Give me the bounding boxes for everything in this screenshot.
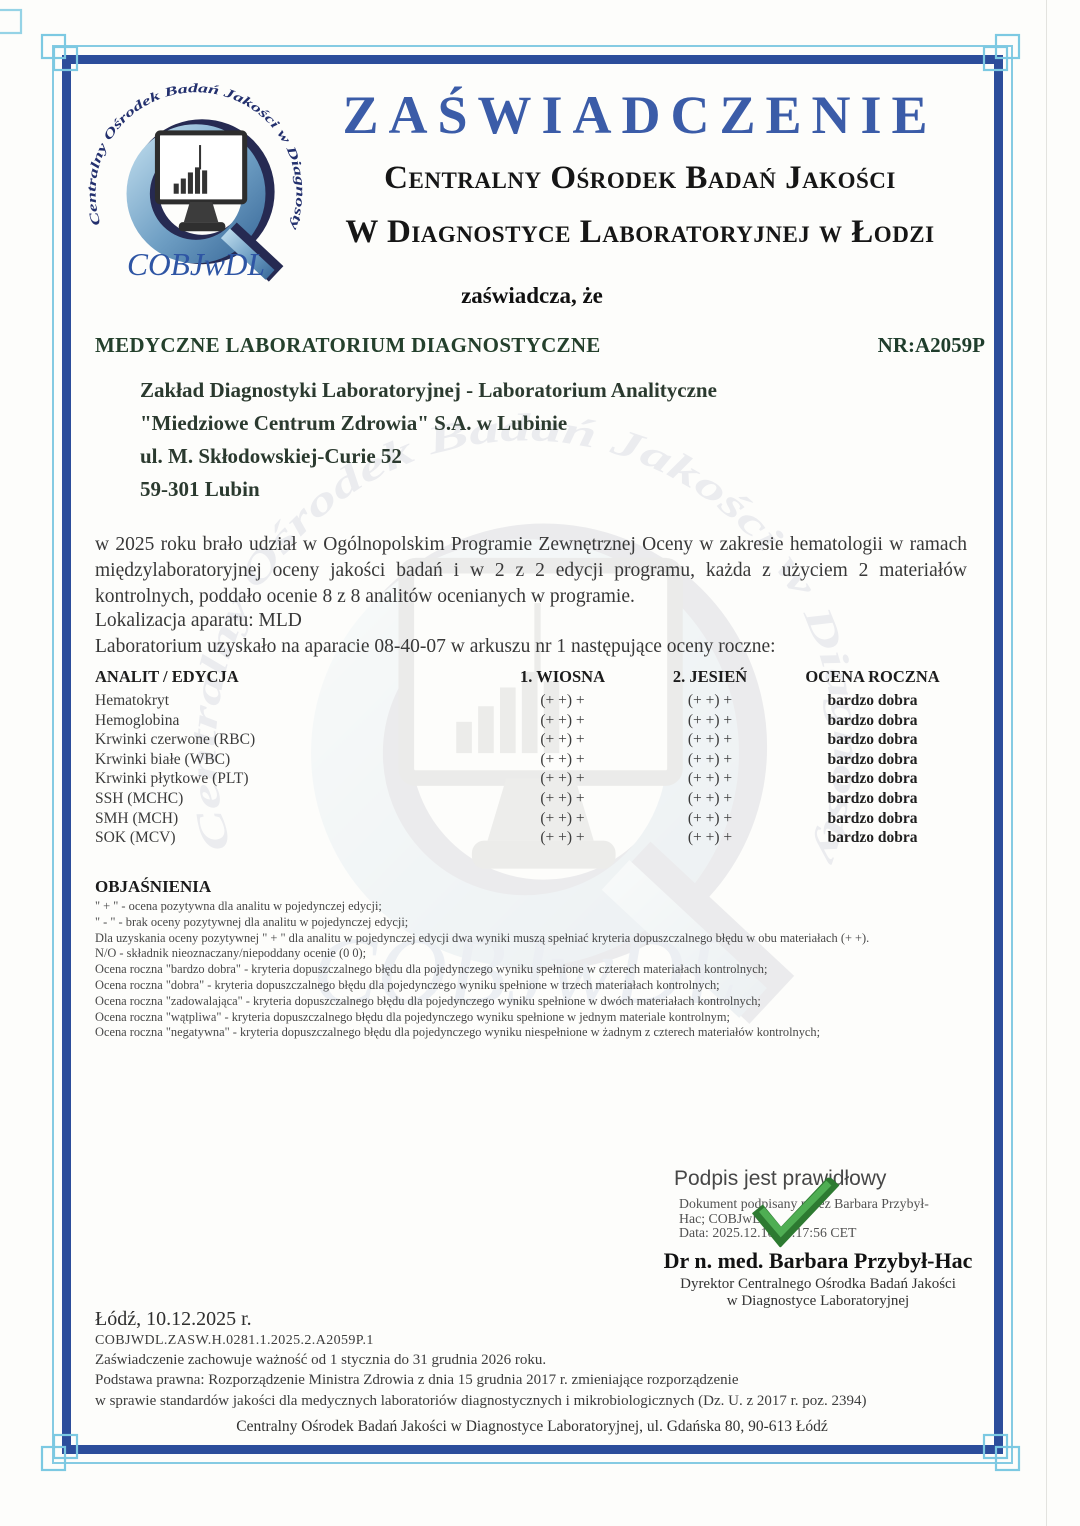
spring-score: (+ +) +: [540, 789, 585, 807]
org-name-line1: Centralny Ośrodek Badań Jakości: [384, 160, 896, 196]
header-spring: 1. WIOSNA: [520, 667, 605, 686]
table-row: [95, 810, 965, 830]
results-intro-line: Laboratorium uzyskało na aparacie 08-40-07 w arkuszu nr 1 następujące oceny roczne:: [95, 636, 776, 657]
table-body: [95, 692, 965, 849]
signer-title-line2: w Diagnostyce Laboratoryjnej: [726, 1293, 910, 1309]
table-row: [95, 712, 965, 732]
legend-line: Ocena roczna "zadowalająca" - kryteria dopuszczalnego błędu dla pojedynczego wyniku spełnione w dwóch materiałach kontrolnych;: [95, 993, 761, 1008]
frame-corner-ornament: [981, 1432, 1021, 1472]
legend-lines: [95, 899, 869, 1041]
annual-rating: bardzo dobra: [827, 692, 918, 709]
table-row: [95, 731, 965, 751]
device-location-line: Lokalizacja aparatu: MLD: [95, 610, 302, 631]
analyte-name: SOK (MCV): [95, 829, 176, 847]
lab-name-line2: "Miedziowe Centrum Zdrowia" S.A. w Lubinie: [140, 411, 568, 435]
cobjwdl-logo: [74, 70, 318, 283]
analyte-name: SSH (MCHC): [95, 789, 184, 807]
spring-score: (+ +) +: [540, 750, 585, 768]
paper-edge-line: [1046, 0, 1047, 1526]
signature-check-icon: [750, 1174, 842, 1251]
table-row: [95, 692, 965, 712]
frame-corner-ornament: [40, 1432, 80, 1472]
autumn-score: (+ +) +: [687, 809, 733, 827]
autumn-score: (+ +) +: [687, 770, 733, 788]
annual-rating: bardzo dobra: [827, 770, 918, 788]
analyte-name: Hemoglobina: [95, 711, 180, 729]
signer-name: Dr n. med. Barbara Przybył-Hac: [663, 1248, 973, 1273]
legend-line: " + " - ocena pozytywna dla analitu w pojedynczej edycji;: [95, 899, 382, 913]
autumn-score: (+ +) +: [687, 829, 733, 847]
legal-basis-line2: w sprawie standardów jakości dla medycznych laboratoriów diagnostycznych i mikrobiologicznych (Dz. U. z 2017 r. poz. 2394): [95, 1393, 867, 1409]
annual-rating: bardzo dobra: [827, 750, 918, 768]
legend-heading: OBJAŚNIENIA: [95, 877, 212, 896]
autumn-score: (+ +) +: [687, 711, 733, 729]
header-autumn: 2. JESIEŃ: [672, 667, 748, 686]
annual-rating: bardzo dobra: [827, 829, 918, 847]
results-table: [95, 667, 965, 849]
lab-name-line1: Zakład Diagnostyki Laboratoryjnej - Laboratorium Analityczne: [140, 378, 717, 402]
lab-type-heading: MEDYCZNE LABORATORIUM DIAGNOSTYCZNE: [95, 333, 601, 357]
certificate-title: ZAŚWIADCZENIE: [342, 85, 938, 145]
annual-rating: bardzo dobra: [827, 731, 918, 749]
spring-score: (+ +) +: [540, 711, 585, 729]
lab-address-block: [140, 374, 717, 506]
lab-heading-row: [95, 333, 985, 358]
org-address-line: Centralny Ośrodek Badań Jakości w Diagnostyce Laboratoryjnej, ul. Gdańska 80, 90-613 Łódź: [236, 1418, 828, 1435]
analyte-name: Krwinki białe (WBC): [95, 750, 231, 768]
signature-date: Data: 2025.12.10 16:17:56 CET: [679, 1225, 857, 1241]
table-row: [95, 751, 965, 771]
document-reference: COBJWDL.ZASW.H.0281.1.2025.2.A2059P.1: [95, 1333, 374, 1348]
legend-line: Ocena roczna "bardzo dobra" - kryteria dopuszczalnego błędu dla pojedynczego wyniku spełnione w czterech materiałach kontrolnych;: [95, 962, 768, 977]
header-analyte: ANALIT / EDYCJA: [95, 667, 239, 686]
spring-score: (+ +) +: [540, 770, 585, 788]
annual-rating: bardzo dobra: [827, 789, 918, 807]
analyte-name: Krwinki czerwone (RBC): [95, 731, 256, 749]
frame-corner-ornament: [981, 33, 1021, 73]
city-and-date: Łódź, 10.12.2025 r.: [95, 1308, 252, 1330]
autumn-score: (+ +) +: [687, 789, 733, 807]
spring-score: (+ +) +: [540, 731, 585, 749]
frame-corner-ornament: [40, 33, 80, 73]
spring-score: (+ +) +: [540, 829, 585, 847]
legend-line: Ocena roczna "negatywna" - kryteria dopuszczalnego błędu dla pojedynczego wyniku niespełnione w żadnym z czterech materiałów kontrolnych;: [95, 1025, 821, 1040]
spring-score: (+ +) +: [540, 692, 585, 709]
legend-line: Ocena roczna "wątpliwa" - kryteria dopuszczalnego błędu dla pojedynczego wyniku spełnione w jednym materiale kontrolnym;: [95, 1009, 730, 1024]
scan-edge-artifact: [0, 0, 24, 36]
annual-rating: bardzo dobra: [827, 711, 918, 729]
autumn-score: (+ +) +: [687, 692, 733, 709]
validity-line: Zaświadczenie zachowuje ważność od 1 stycznia do 31 grudnia 2026 roku.: [95, 1352, 547, 1368]
participation-paragraph: w 2025 roku brało udział w Ogólnopolskim Programie Zewnętrznej Oceny w zakresie hematologii w ramach międzylaboratoryjnej oceny jakości badań i w 2 z 2 edycji programu, każda z użyciem 2 materiałów kontrolnych, poddało ocenie 8 z 8 analitów ocenianych w programie.: [95, 534, 967, 607]
certifies-line: zaświadcza, że: [461, 283, 603, 308]
signed-by-line2: Hac; COBJwDL: [679, 1210, 771, 1226]
signer-title-line1: Dyrektor Centralnego Ośrodka Badań Jakości: [680, 1276, 956, 1292]
org-name-line2: W Diagnostyce Laboratoryjnej w Łodzi: [345, 214, 935, 250]
header-annual: OCENA ROCZNA: [805, 667, 940, 686]
table-header-row: [95, 667, 965, 687]
signed-by-line1: Dokument podpisany przez Barbara Przybył-: [679, 1196, 929, 1211]
analyte-name: SMH (MCH): [95, 809, 179, 827]
legend-line: N/O - składnik nieoznaczany/niepoddany ocenie (0 0);: [95, 946, 367, 961]
annual-rating: bardzo dobra: [827, 809, 918, 827]
spring-score: (+ +) +: [540, 809, 585, 827]
autumn-score: (+ +) +: [687, 731, 733, 749]
lab-address-line1: ul. M. Skłodowskiej-Curie 52: [140, 444, 402, 468]
table-row: [95, 770, 965, 790]
legend-line: Dla uzyskania oceny pozytywnej " + " dla analitu w pojedynczej edycji dwa wyniki muszą spełniać kryteria dopuszczalnego błędu w obu materiałach (+ +).: [95, 930, 870, 945]
table-row: [95, 790, 965, 810]
certificate-number: NR:A2059P: [877, 333, 985, 357]
table-row: [95, 829, 965, 849]
signature-valid-label: Podpis jest prawidłowy: [674, 1167, 887, 1190]
analyte-name: Hematokryt: [95, 692, 170, 709]
legend-line: " - " - brak oceny pozytywnej dla analitu w pojedynczej edycji;: [95, 914, 409, 929]
analyte-name: Krwinki płytkowe (PLT): [95, 770, 249, 788]
autumn-score: (+ +) +: [687, 750, 733, 768]
legal-basis-line1: Podstawa prawna: Rozporządzenie Ministra Zdrowia z dnia 15 grudnia 2017 r. zmieniające rozporządzenie: [95, 1372, 739, 1388]
lab-address-line2: 59-301 Lubin: [140, 477, 260, 501]
legend-line: Ocena roczna "dobra" - kryteria dopuszczalnego błędu dla pojedynczego wyniku spełnione w trzech materiałach kontrolnych;: [95, 977, 720, 992]
